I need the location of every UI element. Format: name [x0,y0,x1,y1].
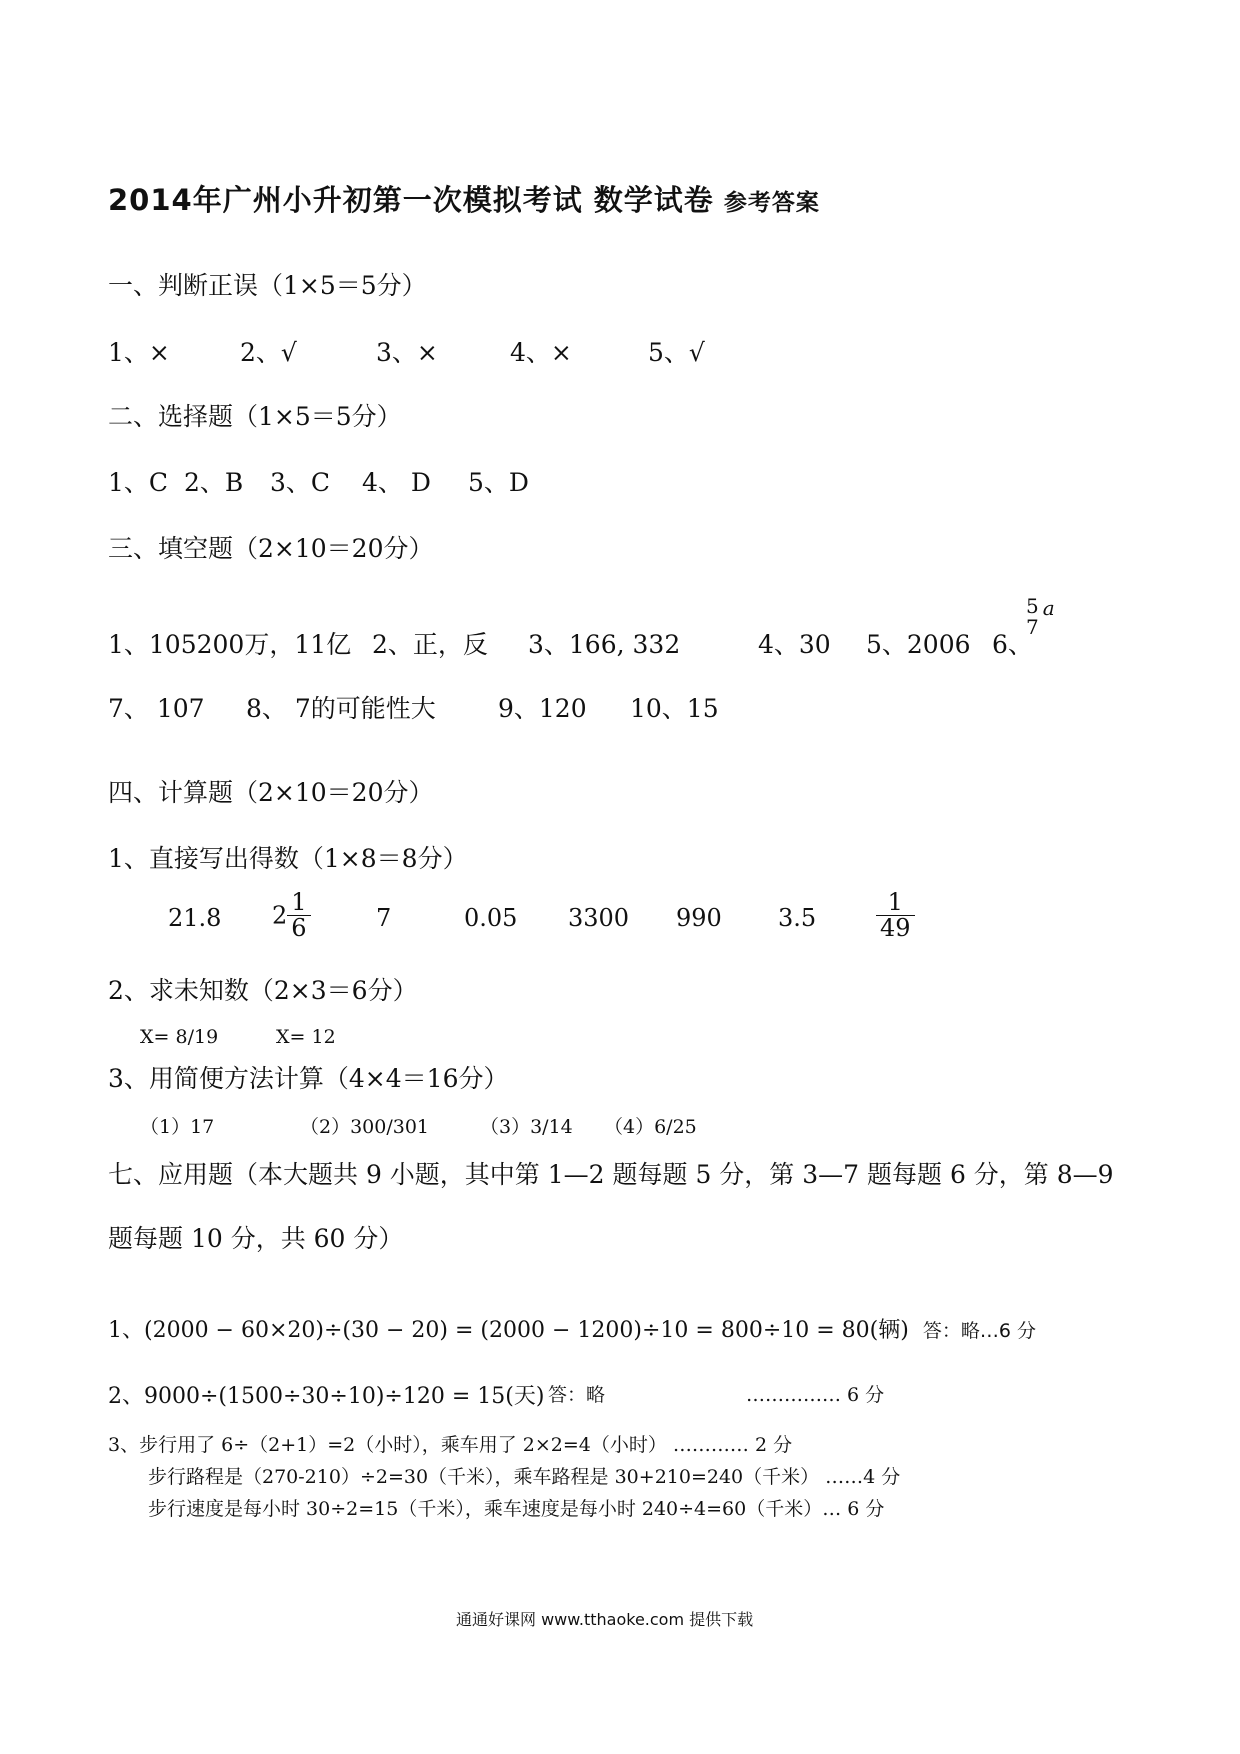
answer-item: 1、105200万，11亿 [108,630,352,659]
answer-item: 3300 [568,904,630,932]
section-7-heading-line-1: 七、应用题（本大题共 9 小题，其中第 1—2 题每题 5 分，第 3—7 题每题 6 分，第 8—9 [108,1160,1114,1189]
answer-item: 7、 107 [108,694,205,723]
answer-item: 2、√ [240,338,297,367]
section-1-heading: 一、判断正误（1×5＝5分） [108,271,427,300]
answer-item: 3、166, 332 [528,630,681,659]
answer-item: 7 [376,904,392,932]
answer-item: 5、√ [648,338,705,367]
answer-item: 10、15 [630,694,719,723]
answer-item: （1）17 [140,1116,215,1138]
answer-item: （4）6/25 [604,1116,697,1138]
footer-source: 通通好课网 www.tthaoke.com 提供下载 [456,1610,754,1629]
answer-3-line-1: 3、步行用了 6÷（2+1）=2（小时），乘车用了 2×2=4（小时） ………… 2 分 [108,1434,793,1456]
answer-item: 5、2006 [866,630,971,659]
fraction-1-49: $\frac{1}{49}$ [876,890,915,941]
answer-item: 0.05 [464,904,518,932]
answer-1: 1、(2000 − 60×20)÷(30 − 20) = (2000 − 1200)÷10 = 800÷10 = 80(辆) 答：略…6 分 [108,1318,1036,1343]
answer-item: 9、120 [498,694,587,723]
answer-3-line-2: 步行路程是（270-210）÷2=30（千米），乘车路程是 30+210=240（千米） ……4 分 [148,1466,901,1488]
answer-item: 4、30 [758,630,831,659]
answer-item: 5、D [468,468,529,497]
answer-item: X= 12 [276,1026,336,1048]
q3-heading: 3、用简便方法计算（4×4＝16分） [108,1064,509,1093]
answer-item: 21.8 [168,904,222,932]
answer-2: 2、9000÷(1500÷30÷10)÷120 = 15(天) 答：略 …………… 6 分 [108,1384,885,1409]
q2-heading: 2、求未知数（2×3＝6分） [108,976,418,1005]
answer-3-line-3: 步行速度是每小时 30÷2=15（千米），乘车速度是每小时 240÷4=60（千米）… 6 分 [148,1498,885,1520]
section-7-heading-line-2: 题每题 10 分，共 60 分） [108,1224,404,1253]
answer-item: （2）300/301 [300,1116,430,1138]
fraction-5-7a: 5 7 a [1026,594,1055,639]
answer-item: 6、 [992,630,1033,659]
answer-item: X= 8/19 [140,1026,219,1048]
answer-item: 3、C [270,468,331,497]
section-2-heading: 二、选择题（1×5＝5分） [108,402,402,431]
mixed-number: 2 $\frac{1}{6}$ [272,890,311,941]
q1-heading: 1、直接写出得数（1×8＝8分） [108,844,468,873]
title-main: 2014年广州小升初第一次模拟考试 数学试卷 [108,183,714,217]
answer-item: 2、正，反 [372,630,488,659]
page-title [108,183,820,217]
title-answer-key: 参考答案 [723,190,820,216]
answer-item: 4、 D [362,468,431,497]
answer-item: （3）3/14 [480,1116,573,1138]
section-4-heading: 四、计算题（2×10＝20分） [108,778,434,807]
answer-item: 2、B [184,468,244,497]
answer-item: 1、× [108,338,170,367]
answer-item: 3.5 [778,904,817,932]
answer-item: 990 [676,904,722,932]
answer-item: 3、× [376,338,438,367]
answer-item: 1、C [108,468,169,497]
answer-item: 8、 7的可能性大 [246,694,436,723]
answer-item: 4、× [510,338,572,367]
section-3-heading: 三、填空题（2×10＝20分） [108,534,434,563]
